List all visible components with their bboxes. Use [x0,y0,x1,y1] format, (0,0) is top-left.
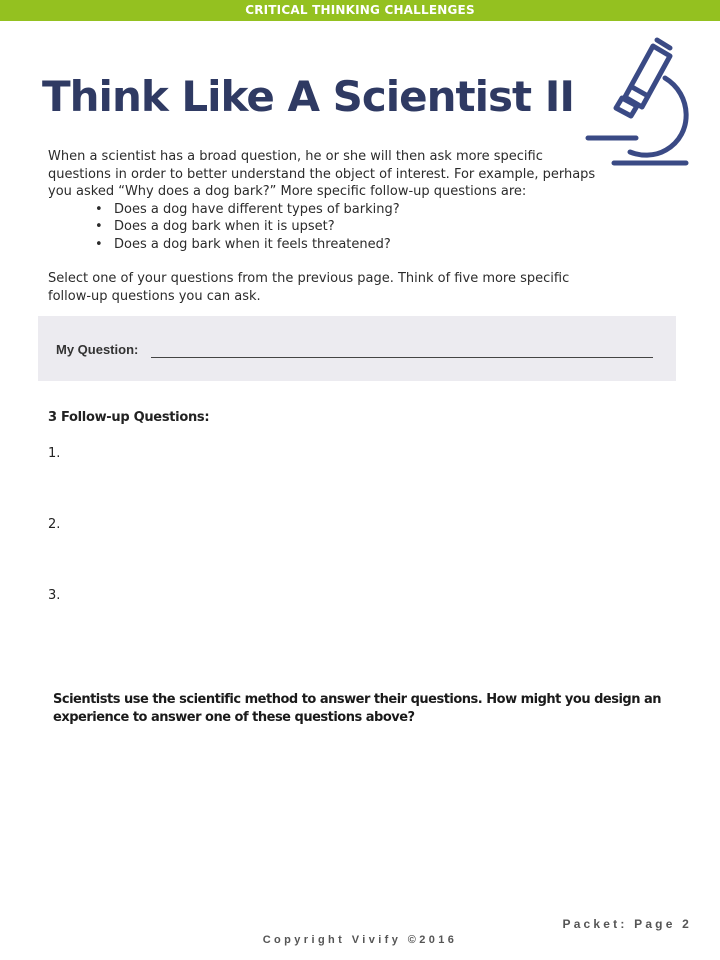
page-number: Packet: Page 2 [562,917,692,931]
followup-number-1: 1. [48,446,61,461]
copyright: Copyright Vivify ©2016 [262,934,458,946]
my-question-label: My Question: [56,342,139,357]
intro-section [48,148,608,305]
method-prompt: Scientists use the scientific method to answer their questions. How might you design an experience to answer one of these questions above? [53,692,662,725]
followup-number-3: 3. [48,588,61,603]
my-question-answer-line[interactable] [151,357,653,358]
my-question-box [38,316,676,381]
list-item: • Does a dog bark when it feels threatened? [114,236,608,254]
page-title: Think Like A Scientist II [42,72,574,121]
example-list [48,201,608,254]
banner-text: CRITICAL THINKING CHALLENGES [245,3,475,17]
instruction-text: Select one of your questions from the previous page. Think of five more specific follow-up questions you can ask. [48,271,570,304]
top-banner [0,0,720,21]
list-item: • Does a dog have different types of barking? [114,201,608,219]
intro-paragraph: When a scientist has a broad question, he or she will then ask more specific questions in order to better understand the object of interest. For example, perhaps you asked “Why does a dog bark?” More specific follow-up questions are: [48,149,596,199]
followup-heading: 3 Follow-up Questions: [48,410,210,425]
followup-number-2: 2. [48,517,61,532]
list-item: • Does a dog bark when it is upset? [114,218,608,236]
